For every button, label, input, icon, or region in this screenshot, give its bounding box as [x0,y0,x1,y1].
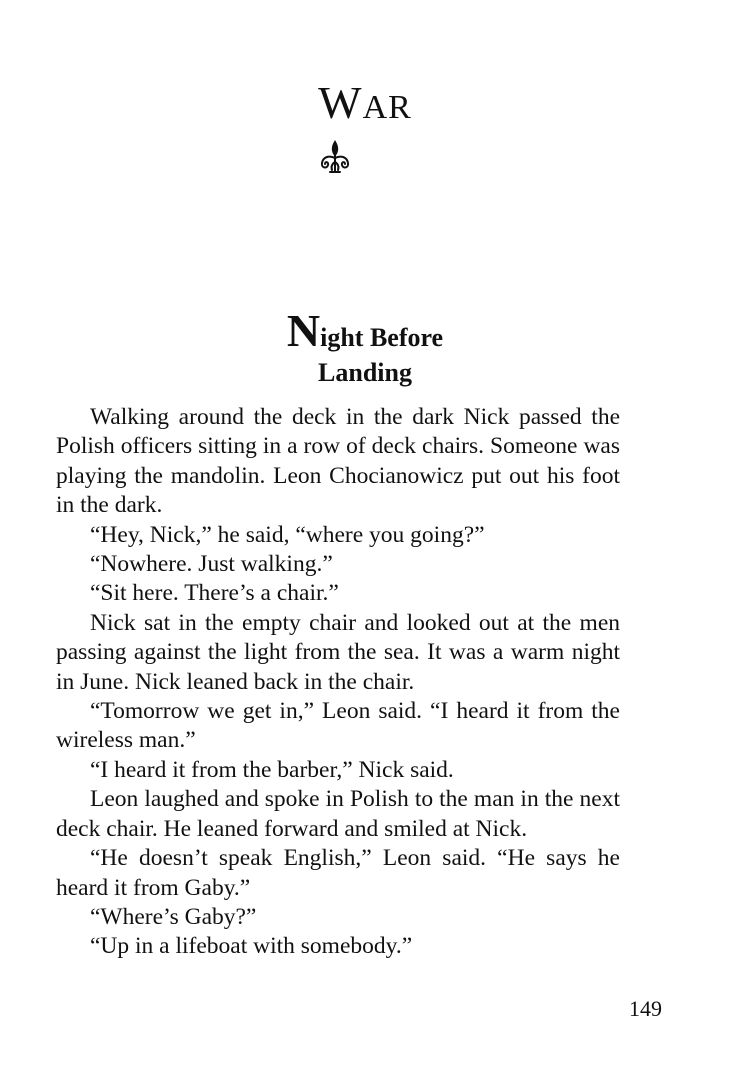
paragraph: Nick sat in the empty chair and looked out at the men passing against the light from the sea. It was a warm night in June. Nick leaned back in the chair. [56,609,620,695]
story-body [56,403,620,962]
page-number: 149 [629,996,662,1021]
paragraph: “Nowhere. Just walking.” [90,551,333,578]
fleuron-icon [315,138,355,178]
part-title [0,77,730,128]
paragraph: “Where’s Gaby?” [90,903,257,930]
paragraph: “Hey, Nick,” he said, “where you going?” [90,521,485,548]
paragraph: “Up in a lifeboat with somebody.” [90,933,413,960]
story-title-line1: ight Before [320,323,444,352]
paragraph: “Tomorrow we get in,” Leon said. “I heard it from the wireless man.” [56,698,620,754]
paragraph: “I heard it from the barber,” Nick said. [90,756,454,783]
part-title-initial: W [318,77,363,128]
story-title-line2: Landing [318,358,412,387]
paragraph: Walking around the deck in the dark Nick passed the Polish officers sitting in a row of deck chairs. Someone was playing the mandolin. Leon Chocianowicz put out his foot in the dark. [56,404,620,519]
story-title-initial: N [286,305,321,356]
story-title [0,305,730,387]
paragraph: “He doesn’t speak English,” Leon said. “He says he heard it from Gaby.” [56,845,620,901]
paragraph: “Sit here. There’s a chair.” [90,580,339,607]
part-title-rest: AR [362,89,412,126]
paragraph: Leon laughed and spoke in Polish to the man in the next deck chair. He leaned forward and smiled at Nick. [56,786,620,842]
